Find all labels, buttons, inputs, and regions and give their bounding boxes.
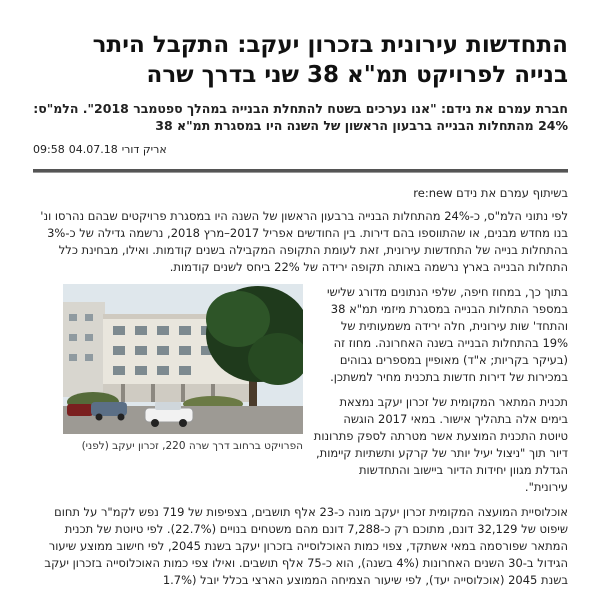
divider [33,169,568,173]
building-photo-illustration [63,284,303,434]
article-meta [33,143,568,157]
paragraph: אוכלוסיית המועצה המקומית זכרון יעקב מונה כ-23 אלף תושבים, בצפיפות של 719 נפש לקמ"ר על תחום שיפוט של 32,129 דונם, מתוכם רק כ-7,288 דונם מהם משטחים בנויים (22.7%). לפי טיוטת של תכנית המתאר שפורסמה במאי אשתקד, צפוי כמות האוכלוסייה בזכרון יעקב בשנת 2045, לפי חישוב ממוצע שיעור הגידול ב-30 השנים האחרונות (4% בשנה), הוא כ-75 אלף תושבים. ואילו צפי כמות האוכלוסייה בזכרון יעקב בשנת 2045 (אוכלוסייה יעד), לפי שיעור הצמיחה הממוצע הארצי בכלל יובל (1.7% [44,505,568,587]
author-name[interactable]: אריק דורי [121,143,167,156]
paragraph: לפי נתוני הלמ"ס, כ-24% מהתחלות הבנייה ברבעון הראשון של השנה היו במסגרת פרויקטים שבהם נהרסו ונ' בנו מחדש מבנים, או שהתווספו בהם דירות. בין החודשים אפריל 2017–מרץ 2018, נרשמה גדילה של כ-3% בהתחלות בנייה של התחדשות עירונית, זאת לעומת התקופה המקבילה בשנים קודמות. ואילו, מבחינת כלל התחלות הבנייה בארץ נרשמה באותה תקופה ירידה של 22% ביחס לשנים קודמות. [40,209,568,274]
article-body [33,185,568,589]
sponsor-credit: בשיתוף עמרם את נידם re:new [413,186,568,200]
paragraph: בתוך כך, במחוז חיפה, שלפי הנתונים מדורג שלישי במספר התחלות הבנייה במסגרת מיזמי תמ"א 38 והתחד' שות עירונית, חלה ירידה משמעותית של 19% בהתחלות הבנייה בשנה האחרונה. מחוז זה (בעיקר בקריות; א"ד) מאופיין במספרים גבוהים במכירות של דירות חדשות בתכנית מחיר למשתכן. [326,285,568,384]
photo-caption: הפרויקט ברחוב דרך שרה 220, זכרון יעקב (לפני) [81,440,303,452]
article [33,0,568,587]
publish-time: 09:58 [33,143,65,156]
side-text [313,284,568,504]
publish-date: 04.07.18 [68,143,118,156]
building-photo[interactable] [63,284,303,434]
article-title: התחדשות עירונית בזכרון יעקב: התקבל היתר בנייה לפרויקט תמ"א 38 שני בדרך שרה [92,32,568,88]
paragraph: תכנית המתאר המקומית של זכרון יעקב נמצאת בימים אלה בתהליך אישור. במאי 2017 הוגשה טיוטת התכנית המוצעת אשר מטרתה לספק פתרונות דיור תוך "ניצול יעיל יותר של קרקע ותשתיות קיימות, הגדלת מגוון יחידות הדיור ביישוב והתחדשות עירונית". [313,395,568,494]
article-figure [63,284,303,504]
article-subtitle: חברת עמרם את נידם: "אנו נערכים בשטח להתחלת הבנייה במהלך ספטמבר 2018". הלמ"ס: 24% מהתחלות הבנייה ברבעון הראשון של השנה היו במסגרת תמ"א 38 [33,101,568,133]
text-image-row [33,284,568,504]
